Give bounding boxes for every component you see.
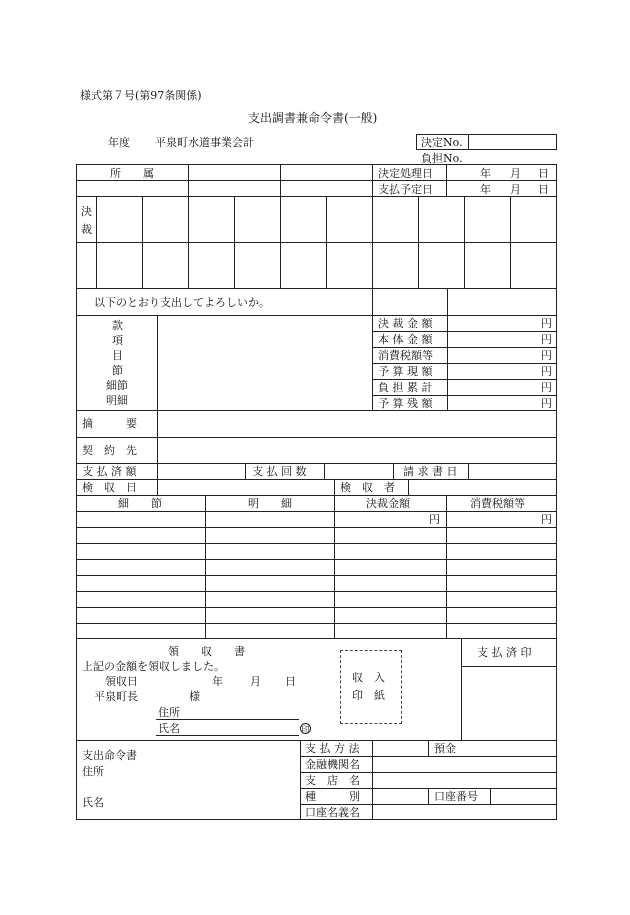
payment-name-label: 氏名 (82, 796, 104, 809)
items-table (76, 495, 557, 639)
decision-no-field[interactable] (469, 135, 556, 149)
yen-unit: 円 (541, 349, 552, 362)
contractor-label: 契 約 先 (82, 444, 137, 457)
payment-date-label: 支払予定日 (378, 183, 433, 196)
receipt-address-label: 住所 (158, 706, 180, 719)
inspector-label: 検 収 者 (340, 481, 395, 494)
amount-label: 負 担 累 計 (378, 381, 433, 394)
method-label: 支 払 方 法 (305, 742, 360, 755)
fiscal-year-label: 年度 (108, 136, 130, 149)
stamp-label: 印 紙 (352, 689, 385, 702)
budget-category: 款 (112, 319, 123, 332)
budget-category: 目 (112, 349, 123, 362)
honorific: 様 (189, 690, 200, 703)
yen-unit: 円 (541, 397, 552, 410)
budget-category: 項 (112, 334, 123, 347)
deposit-label: 預金 (434, 742, 456, 755)
receipt-name-label: 氏名 (158, 722, 180, 735)
yen-unit: 円 (541, 365, 552, 378)
amount-label: 消費税額等 (378, 349, 433, 362)
budget-category: 明細 (106, 394, 128, 407)
page-title: 支出調書兼命令書(一般) (248, 111, 378, 125)
inspection-row (76, 479, 557, 496)
amount-label: 決 裁 金 額 (378, 317, 433, 330)
stamp-label: 収 入 (352, 671, 385, 684)
decision-no-label: 決定No. (421, 136, 463, 149)
budget-category: 細節 (106, 379, 128, 392)
paid-stamp-label: 支 払 済 印 (477, 646, 532, 659)
summary-label: 摘 要 (82, 417, 137, 430)
account-name: 平泉町水道事業会計 (155, 136, 254, 149)
affiliation-label: 所 属 (110, 167, 154, 180)
burden-no-label: 負担No. (421, 152, 463, 165)
account-no-label: 口座番号 (434, 790, 478, 803)
bank-label: 金融機関名 (305, 758, 360, 771)
column-header: 消費税額等 (470, 497, 525, 510)
payment-address-label: 住所 (82, 765, 104, 778)
amount-label: 予 算 残 額 (378, 397, 433, 410)
request-message: 以下のとおり支出してよろしいか。 (94, 296, 270, 309)
invoice-date-label: 請 求 書 日 (403, 465, 458, 478)
form-number: 様式第７号(第97条関係) (80, 89, 202, 102)
budget-category: 節 (112, 364, 123, 377)
inspection-date-label: 検 収 日 (82, 481, 137, 494)
approval-label: 決 (81, 205, 92, 218)
receipt-text: 上記の金額を領収しました。 (82, 660, 225, 673)
decision-date-label: 決定処理日 (378, 167, 433, 180)
holder-label: 口座名義名 (305, 806, 360, 819)
type-label: 種 別 (305, 790, 360, 803)
column-header: 明 細 (248, 497, 292, 510)
paid-amount-row (76, 463, 557, 480)
receipt-date-label: 領収日 (105, 675, 138, 688)
yen-unit: 円 (541, 317, 552, 330)
yen-unit: 円 (541, 513, 552, 526)
yen-unit: 円 (429, 513, 440, 526)
mayor-label: 平泉町長 (94, 690, 138, 703)
amount-label: 本 体 金 額 (378, 333, 433, 346)
yen-unit: 円 (541, 333, 552, 346)
payment-count-label: 支 払 回 数 (252, 465, 307, 478)
column-header: 細 節 (118, 497, 162, 510)
revenue-stamp-box (340, 650, 402, 724)
order-label: 支出命令書 (82, 749, 137, 762)
branch-label: 支 店 名 (305, 774, 360, 787)
yen-unit: 円 (541, 381, 552, 394)
amount-label: 予 算 現 額 (378, 365, 433, 378)
column-header: 決裁金額 (366, 497, 410, 510)
paid-amount-label: 支 払 済 額 (82, 465, 137, 478)
seal-mark: 印 (301, 725, 310, 734)
receipt-title: 領 収 書 (168, 645, 245, 658)
